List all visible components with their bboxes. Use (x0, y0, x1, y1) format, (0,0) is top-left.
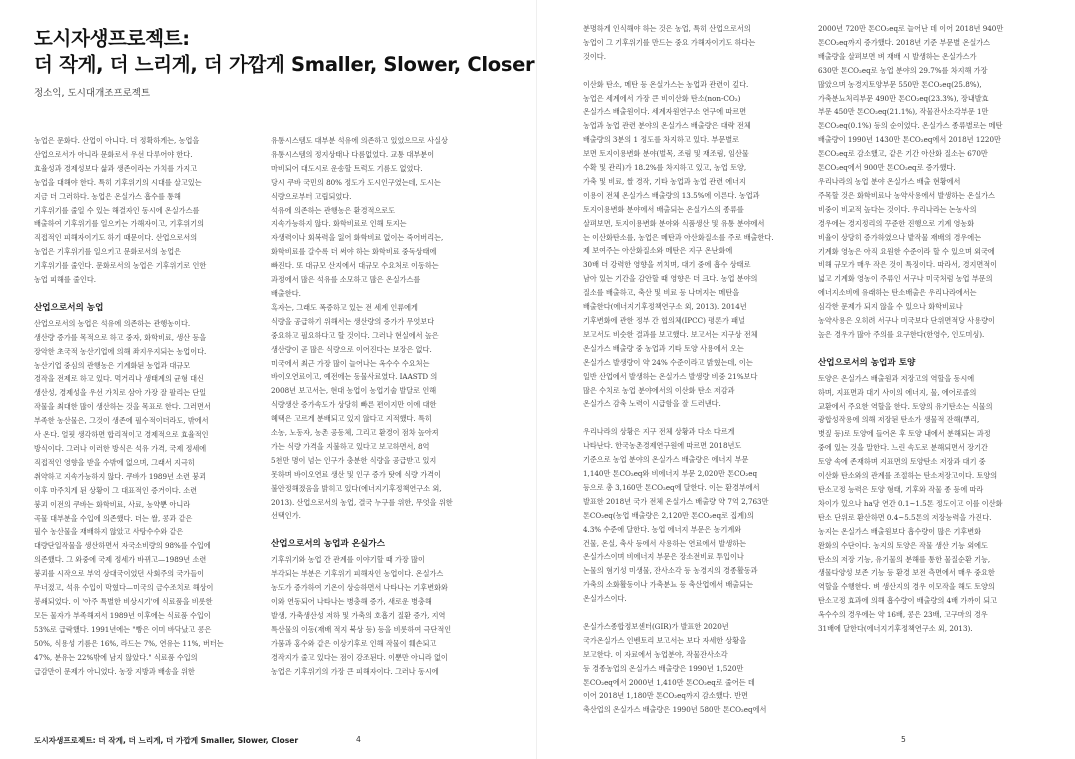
text-line: 볏짚 등)로 토양에 들어온 후 토양 내에서 분해되는 과정 (818, 429, 991, 439)
text-line: 부문 450만 톤CO₂eq(21.1%), 작물잔사소각부문 1만 (818, 107, 989, 117)
text-line: 직접적인 영향을 받을 수밖에 없으며, 그래서 지극히 (34, 457, 195, 467)
text-line: 우리나라의 상황은 지구 전체 상황과 다소 다르게 (583, 427, 735, 437)
text-column-1 (34, 134, 259, 678)
text-line: 논물의 혐기성 미생물, 잔사소각 등 농경지의 경종활동과 (583, 566, 758, 576)
text-column-2 (271, 134, 501, 678)
text-line: 2008년 보고서는, 현대 농업이 농업기술 발달로 인해 (271, 386, 437, 396)
text-line: 농도가 증가하여 기온이 상승하면서 나타나는 기후변화와 (271, 583, 448, 593)
text-line: 발생, 가축생산성 저하 및 가축의 호흡기 질환 증가, 지역 (271, 610, 446, 620)
text-line: 50%, 식용성 기름은 16%, 라드는 7%, 연유는 11%, 버터는 (34, 638, 224, 648)
text-line: 배출한다(에너지기후정책연구소 외, 2013). 2014년 (583, 302, 747, 312)
paragraph-distribution (271, 134, 501, 204)
text-line: 식량을 공급하기 위해서는 생산량의 증가가 무엇보다 (271, 316, 435, 326)
text-line: 화학비료를 갈수록 더 써야 하는 화학비료 중독상태에 (271, 247, 437, 257)
author-byline: 정소익, 도시대개조프로젝트 (34, 88, 151, 99)
paragraph-soil-carbon (818, 372, 1053, 636)
text-line: 유통시스템도 대부분 석유에 의존하고 있었으므로 사실상 (271, 136, 448, 145)
text-line: 것이다. (583, 51, 606, 61)
text-line: 5천만 명이 넘는 인구가 충분한 식량을 공급받고 있지 (271, 455, 437, 465)
text-line: 온실가스이다. (583, 594, 627, 604)
text-line: 생산량 증가를 목적으로 하고 중자, 화학비료, 생산 등을 (34, 332, 207, 342)
text-line: 톤CO₂eq(농업 배출량은 2,120만 톤CO₂eq로 집계)의 (583, 510, 754, 520)
text-line: 살펴보면, 토지이용변화 분야와 식품생산 및 유통 분야에서 (583, 218, 765, 228)
text-line: 특산물의 이동(재배 적지 북상 등) 등을 비롯하여 극단적인 (271, 624, 452, 634)
text-line: 질소를 배출하고, 축산 및 비료 등 나머지는 메탄을 (583, 288, 740, 298)
text-line: 2000년 720만 톤CO₂eq로 늘어난 데 이어 2018년 940만 (818, 24, 1004, 33)
text-line: 선택인가. (271, 511, 301, 521)
text-line: 곡물 대부분을 수입에 의존했다. 더는 쌀, 콩과 같은 (34, 513, 193, 523)
text-line: 필수 농산물을 재배하지 않았고 사탕수수와 같은 (34, 527, 184, 537)
text-line: 부족한 농산물은, 그것이 생존에 필수적이더라도, 밖에서 (34, 416, 209, 426)
text-line: 많았으며 농경지토양부문 550만 톤CO₂eq(25.8%), (818, 79, 982, 89)
text-line: 불안정해졌음을 밝히고 있다(에너지기후정책연구소 외, (271, 483, 442, 493)
text-line: 토지이용변화 분야에서 배출되는 온실가스의 종류를 (583, 204, 744, 214)
text-line: 수확 및 관리)가 18.2%를 차지하고 있고, 농업 토양, (583, 163, 747, 173)
paragraph-petroleum-dependence (271, 204, 501, 301)
text-line: 혜택은 고르게 분배되고 있지 않다고 지적했다. 특히 (271, 414, 432, 424)
right-page (537, 0, 1075, 759)
text-line: 배출량의 3분의 1 정도를 차지하고 있다. 부문별로 (583, 135, 740, 145)
text-line: 농업은 문화다. 산업이 아니다. 더 정확하게는, 농업을 (34, 136, 200, 145)
text-line: 기후위기와 농업 간 관계를 이야기할 때 가장 많이 (271, 555, 425, 565)
text-line: 빠진다. 또 대규모 산지에서 대규모 수요처로 이동하는 (271, 261, 439, 271)
text-line: 배출한다. (271, 288, 301, 298)
text-line: 경우에는 경지정리의 꾸준한 진행으로 기계 영농화 (818, 218, 975, 228)
text-line: 효율성과 경제성보다 삶과 생존이라는 가치를 가지고 (34, 163, 198, 173)
text-line: 온실가스 배출원이다. 세계자원연구소 연구에 따르면 (583, 107, 747, 117)
paragraph-gir-inventory (583, 620, 811, 717)
text-line: 630만 톤CO₂eq로 농업 분야의 29.7%를 차지해 가장 (818, 65, 988, 75)
text-line: 과정에서 많은 석유를 소모하고 많은 온실가스를 (271, 275, 421, 285)
text-line: 생물다양성 보존 기능 등 환경 보전 측면에서 매우 중요한 (818, 568, 995, 578)
text-line: 모든 물자가 부족해져서 1989년 이후에는 식료품 수입이 (34, 610, 211, 620)
paragraph-global-emissions (583, 78, 811, 412)
text-line: 장악한 초국적 농산기업에 의해 좌지우지되는 농업이다. (34, 346, 207, 356)
text-line: 이후 마주치게 된 상황이 그 대표적인 증거이다. 소련 (34, 485, 198, 495)
text-line: 대량단일작물을 생산하면서 자국소비량의 98%를 수입에 (34, 541, 211, 551)
text-line: 붕괴 이전의 쿠바는 화학비료, 사료, 농약뿐 아니라 (34, 499, 191, 509)
text-line: 석유에 의존하는 관행농은 환경적으로도 (271, 205, 396, 215)
text-line: 사 온다. 얼핏 생각하면 합리적이고 경제적으로 효율적인 (34, 430, 209, 440)
text-line: 일반 산업에서 발생하는 온실가스 발생량 비중 21%보다 (583, 371, 758, 381)
text-line: 온실가스종합정보센터(GIR)가 발표한 2020년 (583, 621, 729, 631)
text-line: 경작을 전제로 하고 있다. 먹거리나 생태계의 균형 대신 (34, 374, 204, 384)
text-line: 경작지가 줄고 있다는 점이 강조된다. 이뿐만 아니라 없이 (271, 652, 448, 662)
text-line: 탄소의 저장 기능, 유기물의 분해를 통한 물질순환 기능, (818, 554, 991, 564)
text-line: 등 경종농업의 온실가스 배출량은 1990년 1,520만 (583, 663, 744, 673)
text-line: 식량생산 증가속도가 상당히 빠른 편이지만 이에 대한 (271, 400, 437, 410)
text-line: 보고한다. 이 자료에서 농업분야, 작물잔사소각 (583, 649, 728, 659)
text-line: 직접적인 피해자이기도 하기 때문이다. 산업으로서의 (34, 233, 198, 243)
text-line: 당시 쿠바 국민의 80% 정도가 도시인구였는데, 도시는 (271, 177, 441, 187)
section-heading-industrial-agriculture: 산업으로서의 농업 (34, 302, 104, 313)
text-line: 농업은 기후위기를 일으키고 문화로서의 농업은 (34, 247, 182, 257)
text-line: 봉쇄되었다. 이 '아주 특별한 비상시기'에 식료품을 비롯한 (34, 596, 213, 606)
text-line: 농업이 그 기후위기를 만드는 중요 가해자이기도 하다는 (583, 37, 756, 47)
text-line: 중에 있는 것을 말한다. 느린 속도로 분해되면서 장기간 (818, 443, 988, 453)
text-line: 바이오연료이고, 예전에는 동물사료였다. IAASTD 의 (271, 372, 438, 382)
text-line: 31배에 달한다(에너지기후정책연구소 외, 2013). (818, 624, 973, 634)
paragraph-intro (34, 134, 259, 287)
text-line: 유통시스템의 정지상태나 다름없었다. 교통 대부분이 (271, 149, 435, 159)
text-line: 53%로 급락했다. 1991년에는 "빵은 이미 바닥났고 콩은 (34, 624, 212, 634)
text-line: 톤CO₂eq로 감소했고, 같은 기간 아산화 질소는 670만 (818, 149, 988, 159)
text-line: 온실가스 발생량이 약 24% 수준이라고 밝혔는데, 이는 (583, 357, 753, 367)
text-line: 작물을 최대한 많이 생산하는 것을 목표로 한다. 그러면서 (34, 402, 211, 412)
title-line-1: 도시자생프로젝트: (34, 27, 190, 50)
text-line: 소농, 노동자, 농촌 공동체, 그리고 환경이 점차 높아져 (271, 428, 439, 438)
page-number-right: 5 (901, 735, 906, 744)
text-line: 주목할 것은 화학비료나 농약사용에서 발생하는 온실가스 (818, 190, 995, 200)
text-line: 분명하게 인식해야 하는 것은 농업, 특히 산업으로서의 (583, 24, 751, 33)
title-line-2: 더 작게, 더 느리게, 더 가깝게 Smaller, Slower, Closer (34, 53, 535, 76)
text-line: 심각한 문제가 되지 않을 수 있으나 화학비료나 (818, 302, 963, 312)
text-line: 톤CO₂eq(0.1%) 등의 순이었다. 온실가스 종류별로는 메탄 (818, 121, 1003, 131)
text-line: 탄소 단위로 환산하면 0.4~5.5톤의 저장능력을 가진다. (818, 512, 992, 522)
text-line: 높은 경우가 많아 주의를 요구한다(한영수, 인도미싱). (818, 329, 985, 339)
text-line: 많은 수치로 농업 분야에서의 이산화 탄소 저감과 (583, 385, 735, 395)
text-line: 남아 있는 기간을 감안할 때 영향은 더 크다. 농업 분야의 (583, 274, 758, 284)
text-line: 온실가스이며 비에너지 부문은 장소전비료 투입이나 (583, 552, 744, 562)
text-line: 가축분뇨처리부문 490만 톤CO₂eq(23.3%), 장내발효 (818, 93, 989, 103)
text-line: 등으로 총 3,160만 톤CO₂eq에 달한다. 이는 환경부에서 (583, 482, 760, 492)
section-heading-agriculture-soil: 산업으로서의 농업과 토양 (818, 357, 916, 368)
text-line: 지금 더 그러하다. 농업은 온실가스 흡수를 통해 (34, 191, 181, 201)
text-line: 생산량이 곧 많은 식량으로 이어진다는 보장은 없다. (271, 344, 432, 354)
text-line: 완화의 수단이다. 농지의 토양은 작물 생산 기능 외에도 (818, 540, 988, 550)
text-line: 는 이산화탄소를, 농업은 메탄과 아산화질소를 주로 배출한다. (583, 232, 774, 242)
text-column-4 (818, 22, 1053, 636)
text-line: 1,140만 톤CO₂eq와 비에너지 부문 2,020만 톤CO₂eq (583, 468, 758, 478)
text-line: 톤CO₂eq까지 증가했다. 2018년 기준 부문별 온실가스 (818, 37, 991, 47)
text-line: 기후위기를 줄인다. 문화로서의 농업은 기후위기로 인한 (34, 261, 207, 271)
text-line: 취약하고 지속가능하지 않다. 쿠바가 1989년 소련 붕괴 (34, 471, 207, 481)
text-line: 온실가스 감축 노력이 시급함을 잘 드러낸다. (583, 399, 721, 409)
text-line: 중요하고 필요하다고 할 것이다. 그러나 현실에서 높은 (271, 330, 439, 340)
section-heading-agriculture-greenhouse-gas: 산업으로서의 농업과 온실가스 (271, 539, 385, 550)
text-line: 기후위기를 줄일 수 있는 해결자인 동시에 온실가스를 (34, 205, 200, 215)
text-line: 비율이 상당히 증가하였으나 밭작물 재배의 경우에는 (818, 232, 982, 242)
text-line: 하며, 지표면과 대기 사이의 에너지, 물, 에어로졸의 (818, 387, 977, 397)
text-line: 에너지소비에 유래하는 탄소배출은 우리나라에서는 (818, 288, 977, 298)
text-line: 배출량을 살펴보면 벼 재배 시 발생하는 온실가스가 (818, 51, 977, 61)
text-line: 가뭄과 홍수와 같은 이상기후로 인해 작물이 훼손되고 (271, 638, 437, 648)
text-line: 탄소고정 능력은 토양 형태, 기후와 작물 종 등에 따라 (818, 484, 984, 494)
text-line: 배출량이 1990년 1430만 톤CO₂eq에서 2018년 1220만 (818, 135, 1001, 145)
paragraph-livestock-emissions (818, 22, 1053, 175)
text-line: 생산성, 경제성을 우선 가치로 삼아 가장 잘 팔리는 단일 (34, 388, 207, 398)
text-line: 식량으로부터 고립되었다. (271, 191, 352, 201)
text-line: 가축 및 비료, 쌀 경작, 기타 농업과 농업 관련 에너지 (583, 176, 746, 186)
text-line: 농업 피해를 줄인다. (34, 275, 96, 285)
text-line: 미국에서 최근 가장 많이 늘어나는 옥수수 수요처는 (271, 358, 430, 368)
text-line: 기후변화에 관한 정부 간 협의체(IPCC) 평론가 패널 (583, 316, 745, 326)
text-line: 우리나라의 농업 분야 온실가스 배출 현황에서 (818, 176, 961, 186)
text-line: 가는 식량 가격을 지불하고 있다고 보고하면서, 8억 (271, 441, 430, 451)
text-line: 산업으로서가 아니라 문화로서 우선 다루어야 한다. (34, 149, 193, 159)
text-line: 나타난다. 한국농촌경제연구원에 따르면 2018년도 (583, 441, 742, 451)
text-line: 가축의 소화활동이나 가축분뇨 등 축산업에서 배출되는 (583, 580, 753, 590)
text-line: 제 보여주는 아산화질소와 메탄은 지구 온난화에 (583, 246, 733, 256)
article-title (34, 26, 534, 78)
text-line: 농업과 농업 관련 분야의 온실가스 배출량은 대략 전체 (583, 121, 751, 131)
text-line: 부각되는 부분은 기후위기 피해자인 농업이다. 온실가스 (271, 569, 444, 579)
text-line: 축산업의 온실가스 배출량은 1990년 580만 톤CO₂eq에서 (583, 705, 767, 715)
text-line: 옥수수의 경우에는 약 16배, 콩은 23배, 고구마의 경우 (818, 610, 988, 620)
paragraph-climate-victim (271, 553, 501, 678)
text-line: 발표한 2018년 국가 전체 온실가스 배출량 약 7억 2,763만 (583, 496, 769, 506)
text-line: 농업은 세계에서 가장 큰 비이산화 탄소(non-CO₂) (583, 93, 741, 103)
text-line: 농업을 대해야 한다. 특히 기후위기의 시대를 살고있는 (34, 177, 202, 187)
text-line: 지속가능하지 않다. 화학비료로 인해 토지는 (271, 219, 407, 229)
left-page (0, 0, 537, 759)
text-line: 탄소고정 효과에 의해 흡수량이 배출량의 4배 가까이 되고 (818, 596, 998, 606)
text-line: 방식이다. 그러나 이러한 방식은 석유 가격, 국제 정세에 (34, 444, 207, 454)
text-line: 배출하여 기후위기를 일으키는 가해자이고, 기후위기의 (34, 219, 204, 229)
text-line: 농약사용은 오히려 서구나 미국보다 단위면적당 사용량이 (818, 316, 995, 326)
paragraph-industrial-agriculture (34, 317, 259, 679)
text-line: 기준으로 농업 분야의 온실가스 배출량은 에너지 부문 (583, 455, 749, 465)
text-line: 무너졌고, 석유 수입이 막혔다—미국의 금수조치로 해상이 (34, 583, 214, 593)
text-line: 톤CO₂eq에서 900만 톤CO₂eq로 증가했다. (818, 163, 956, 173)
text-line: 이산화 탄소와의 관계를 조절하는 탄소저장고이다. 토양의 (818, 471, 998, 481)
text-line: 못하며 바이오연료 생산 및 인구 증가 탓에 식량 가격이 (271, 469, 441, 479)
paragraph-fertilizer-share (818, 175, 1053, 342)
text-line: 4.3% 수준에 달한다. 농업 에너지 부문은 농기계와 (583, 524, 742, 534)
text-line: 교환에서 주요한 역할을 한다. 토양의 유기탄소는 식물의 (818, 401, 993, 411)
footer-running-title: 도시자생프로젝트: 더 작게, 더 느리게, 더 가깝게 Smaller, Slower, Closer (34, 736, 299, 745)
text-line: 이어 2018년 1,180만 톤CO₂eq까지 감소했다. 반면 (583, 691, 748, 701)
text-line: 보고서도 비슷한 결과를 보고했다. 보고서는 지구상 전체 (583, 329, 758, 339)
text-line: 역할을 수행한다. 벼 생산지의 경우 이모작을 해도 토양의 (818, 582, 995, 592)
text-line: 2013). 산업으로서의 농업, 결국 누구를 위한, 무엇을 위한 (271, 497, 453, 507)
text-line: 마비되어 대도시로 운송할 트럭도 기름도 없었다. (271, 163, 423, 173)
text-line: 비해 규모가 매우 작은 것이 특징이다. 따라서, 경지면적이 (818, 260, 998, 270)
text-line: 차이가 있으나 ha당 연간 0.1~1.5톤 정도이고 이를 이산화 (818, 498, 1003, 508)
text-line: 의존했다. 그 와중에 국제 정세가 바뀌고—1989년 소련 (34, 555, 207, 565)
paragraph-korea-emissions (583, 425, 811, 606)
text-line: 톤CO₂eq에서 2000년 1,410만 톤CO₂eq로 줄어든 데 (583, 677, 755, 687)
page-number-left: 4 (356, 735, 361, 744)
text-line: 자생력이나 회복력을 잃어 화학비료 없이는 죽어버리는, (271, 233, 444, 243)
text-line: 붕괴를 시작으로 부억 상대국이었던 사회주의 국가들이 (34, 569, 204, 579)
text-line: 47%, 분유는 22%밖에 남지 않았다." 식료품 수입의 (34, 652, 198, 662)
text-line: 건물, 온실, 축사 등에서 사용하는 연료에서 발생하는 (583, 538, 747, 548)
text-line: 30배 더 강력한 영향을 끼치며, 대기 중에 흡수 상태로 (583, 260, 751, 270)
paragraph-perpetrator (583, 22, 811, 64)
text-line: 흑자는, 그래도 폭증하고 있는 전 세계 인류에게 (271, 302, 418, 312)
text-line: 농산기업 중심의 관행농은 기계화된 농업과 대규모 (34, 360, 191, 370)
text-line: 산업으로서의 농업은 석유에 의존하는 관행농이다. (34, 318, 191, 328)
text-line: 이산화 탄소, 메탄 등 온실가스는 농업과 관련이 깊다. (583, 79, 749, 89)
text-line: 급감만이 문제가 아니었다. 농장 지방과 배송을 위한 (34, 666, 195, 676)
text-line: 기계화 영농은 아직 요원한 수준이라 할 수 있으며 외국에 (818, 246, 995, 256)
text-line: 비중이 비교적 높다는 것이다. 우리나라는 논농사의 (818, 204, 977, 214)
text-line: 농지는 온실가스 배출원보다 흡수량이 많은 기후변화 (818, 526, 982, 536)
text-line: 온실가스 배출량 중 농업과 기타 토양 사용에서 오는 (583, 343, 744, 353)
text-line: 토양은 온실가스 배출원과 저장고의 역할을 동시에 (818, 373, 975, 383)
text-line: 이와 연동되어 나타나는 병충해 증가, 새로운 병충해 (271, 596, 432, 606)
text-column-3 (583, 22, 811, 717)
text-line: 넓고 기계화 영농이 주류인 서구나 미국처럼 농업 부문의 (818, 274, 993, 284)
text-line: 국가온실가스 인벤토리 보고서는 보다 자세한 상황을 (583, 635, 747, 645)
paragraph-food-supply (271, 301, 501, 524)
text-line: 광합성작용에 의해 저장된 탄소가 생물적 잔해(뿌리, (818, 415, 980, 425)
text-line: 보면 토지이용변화 분야(벌목, 조림 및 재조림, 임산물 (583, 149, 749, 159)
text-line: 토양 속에 존재하며 지표면의 토양탄소 저장과 대기 중 (818, 457, 986, 467)
text-line: 이용이 전체 온실가스 배출량의 13.5%에 이른다. 농업과 (583, 190, 760, 200)
text-line: 농업은 기후위기의 가장 큰 피해자이다. 그러나 동시에 (271, 666, 439, 676)
